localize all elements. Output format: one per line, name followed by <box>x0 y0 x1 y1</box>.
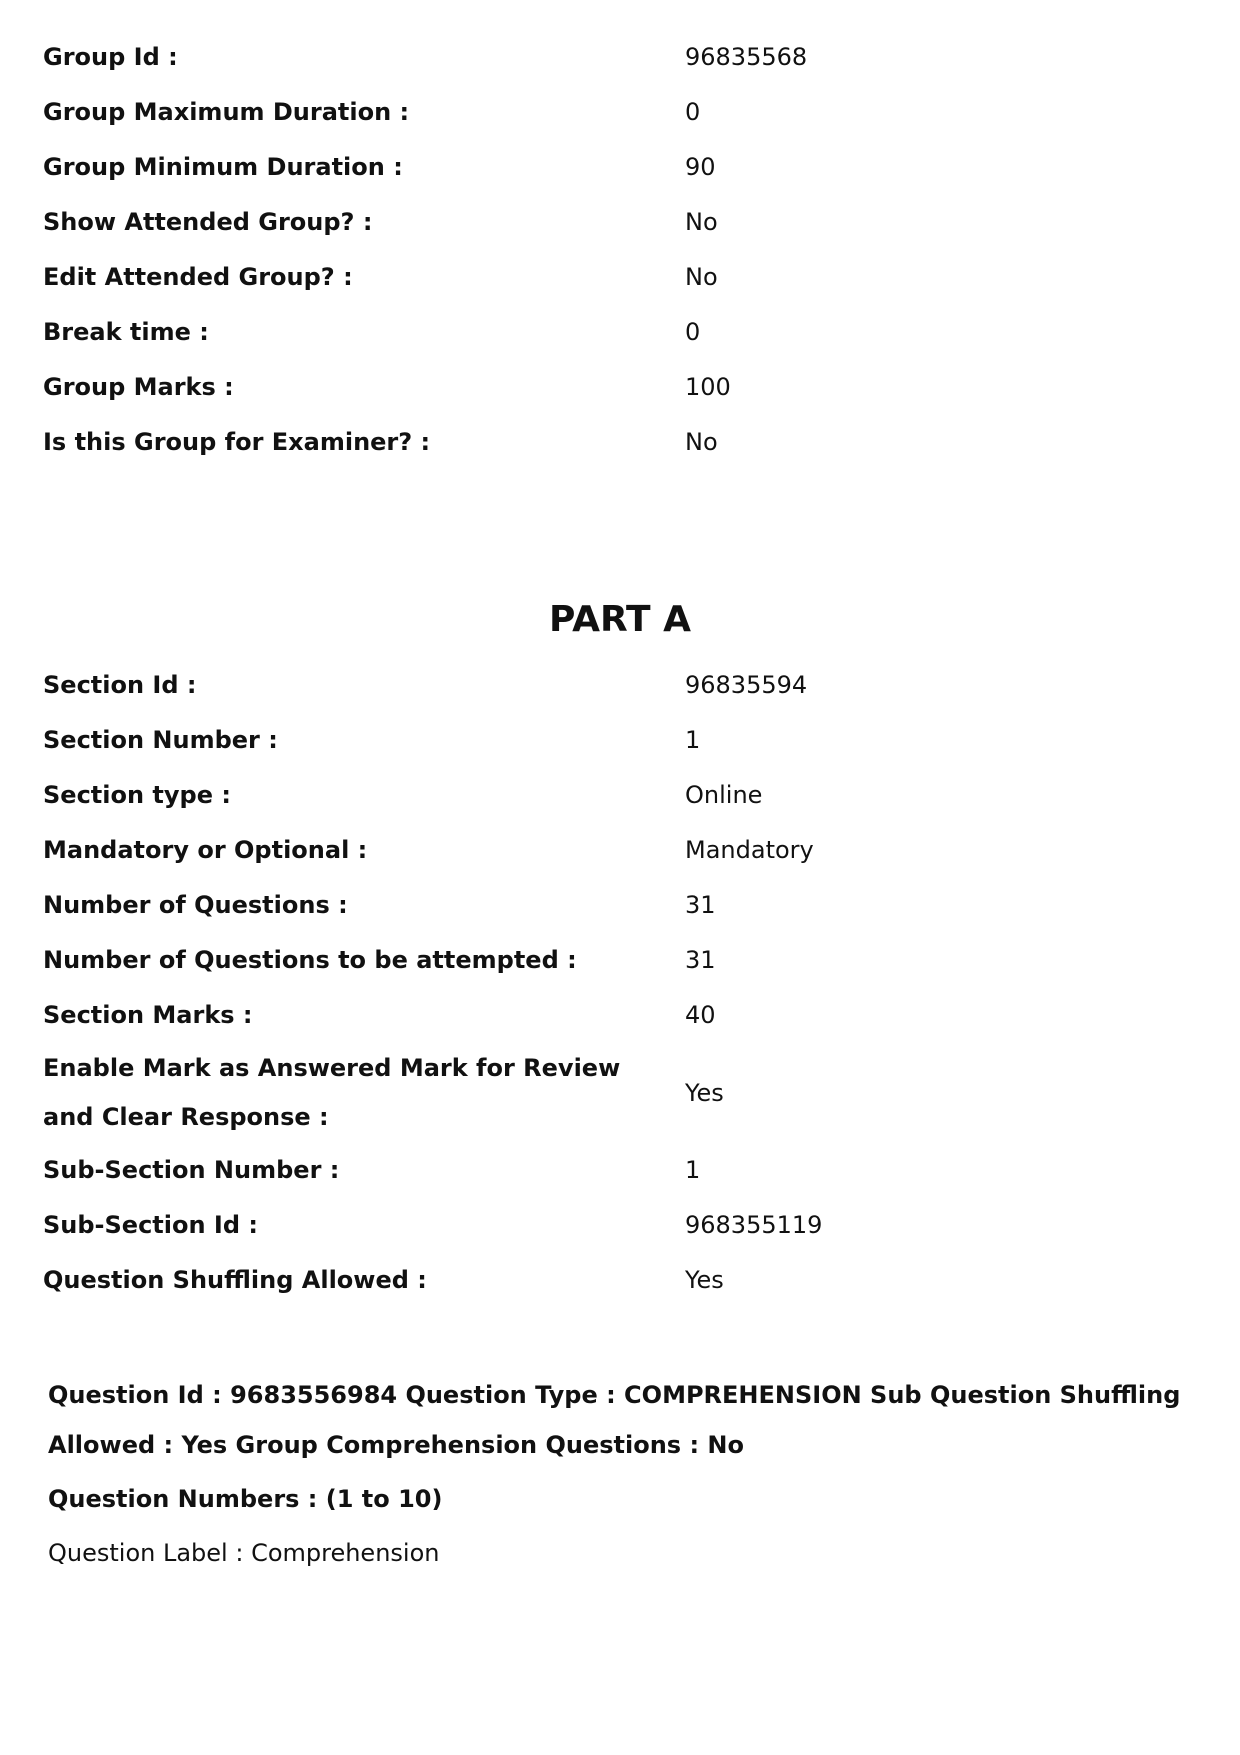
section-type-value: Online <box>685 781 763 809</box>
group-id-value: 96835568 <box>685 43 808 71</box>
group-min-duration-row <box>43 140 1193 195</box>
group-max-duration-row <box>43 85 1193 140</box>
group-max-duration-value: 0 <box>685 98 701 126</box>
sub-section-id-value: 968355119 <box>685 1211 823 1239</box>
question-shuffling-value: Yes <box>685 1266 724 1294</box>
section-type-label: Section type : <box>43 781 231 809</box>
section-number-label: Section Number : <box>43 726 278 754</box>
question-shuffling-row <box>43 1253 1193 1308</box>
edit-attended-group-row <box>43 250 1193 305</box>
edit-attended-group-label: Edit Attended Group? : <box>43 263 353 291</box>
show-attended-group-row <box>43 195 1193 250</box>
section-id-label: Section Id : <box>43 671 197 699</box>
group-for-examiner-value: No <box>685 428 718 456</box>
show-attended-group-value: No <box>685 208 718 236</box>
mandatory-optional-value: Mandatory <box>685 836 814 864</box>
section-marks-row <box>43 988 1193 1043</box>
number-of-questions-value: 31 <box>685 891 716 919</box>
question-shuffling-label: Question Shuffling Allowed : <box>43 1266 427 1294</box>
section-marks-value: 40 <box>685 1001 716 1029</box>
mandatory-optional-row <box>43 823 1193 878</box>
section-id-value: 96835594 <box>685 671 808 699</box>
question-label: Question Label : Comprehension <box>48 1539 440 1567</box>
sub-section-number-label: Sub-Section Number : <box>43 1156 340 1184</box>
group-marks-row <box>43 360 1193 415</box>
mandatory-optional-label: Mandatory or Optional : <box>43 836 368 864</box>
sub-section-id-label: Sub-Section Id : <box>43 1211 258 1239</box>
group-min-duration-value: 90 <box>685 153 716 181</box>
group-marks-label: Group Marks : <box>43 373 234 401</box>
group-id-label: Group Id : <box>43 43 178 71</box>
section-number-value: 1 <box>685 726 701 754</box>
part-title: PART A <box>549 599 691 640</box>
break-time-value: 0 <box>685 318 701 346</box>
question-block <box>48 1370 1208 1578</box>
question-numbers: Question Numbers : (1 to 10) <box>48 1485 443 1513</box>
enable-mark-answered-value: Yes <box>685 1078 724 1107</box>
section-type-row <box>43 768 1193 823</box>
questions-to-attempt-value: 31 <box>685 946 716 974</box>
group-details-table <box>43 30 1193 470</box>
show-attended-group-label: Show Attended Group? : <box>43 208 373 236</box>
group-for-examiner-row <box>43 415 1193 470</box>
group-min-duration-label: Group Minimum Duration : <box>43 153 403 181</box>
sub-section-id-row <box>43 1198 1193 1253</box>
break-time-label: Break time : <box>43 318 209 346</box>
number-of-questions-label: Number of Questions : <box>43 891 348 919</box>
questions-to-attempt-row <box>43 933 1193 988</box>
group-for-examiner-label: Is this Group for Examiner? : <box>43 428 431 456</box>
question-header: Question Id : 9683556984 Question Type : COMPREHENSION Sub Question Shuffling Allowed : Yes Group Comprehension Questions : No <box>48 1381 1181 1459</box>
group-marks-value: 100 <box>685 373 731 401</box>
questions-to-attempt-label: Number of Questions to be attempted : <box>43 946 577 974</box>
section-id-row <box>43 658 1193 713</box>
edit-attended-group-value: No <box>685 263 718 291</box>
group-max-duration-label: Group Maximum Duration : <box>43 98 410 126</box>
number-of-questions-row <box>43 878 1193 933</box>
enable-mark-answered-row <box>43 1043 1193 1143</box>
sub-section-number-value: 1 <box>685 1156 701 1184</box>
break-time-row <box>43 305 1193 360</box>
sub-section-number-row <box>43 1143 1193 1198</box>
enable-mark-answered-label: Enable Mark as Answered Mark for Review and Clear Response : <box>43 1054 621 1131</box>
section-details-table <box>43 658 1193 1308</box>
group-id-row <box>43 30 1193 85</box>
section-number-row <box>43 713 1193 768</box>
section-marks-label: Section Marks : <box>43 1001 253 1029</box>
